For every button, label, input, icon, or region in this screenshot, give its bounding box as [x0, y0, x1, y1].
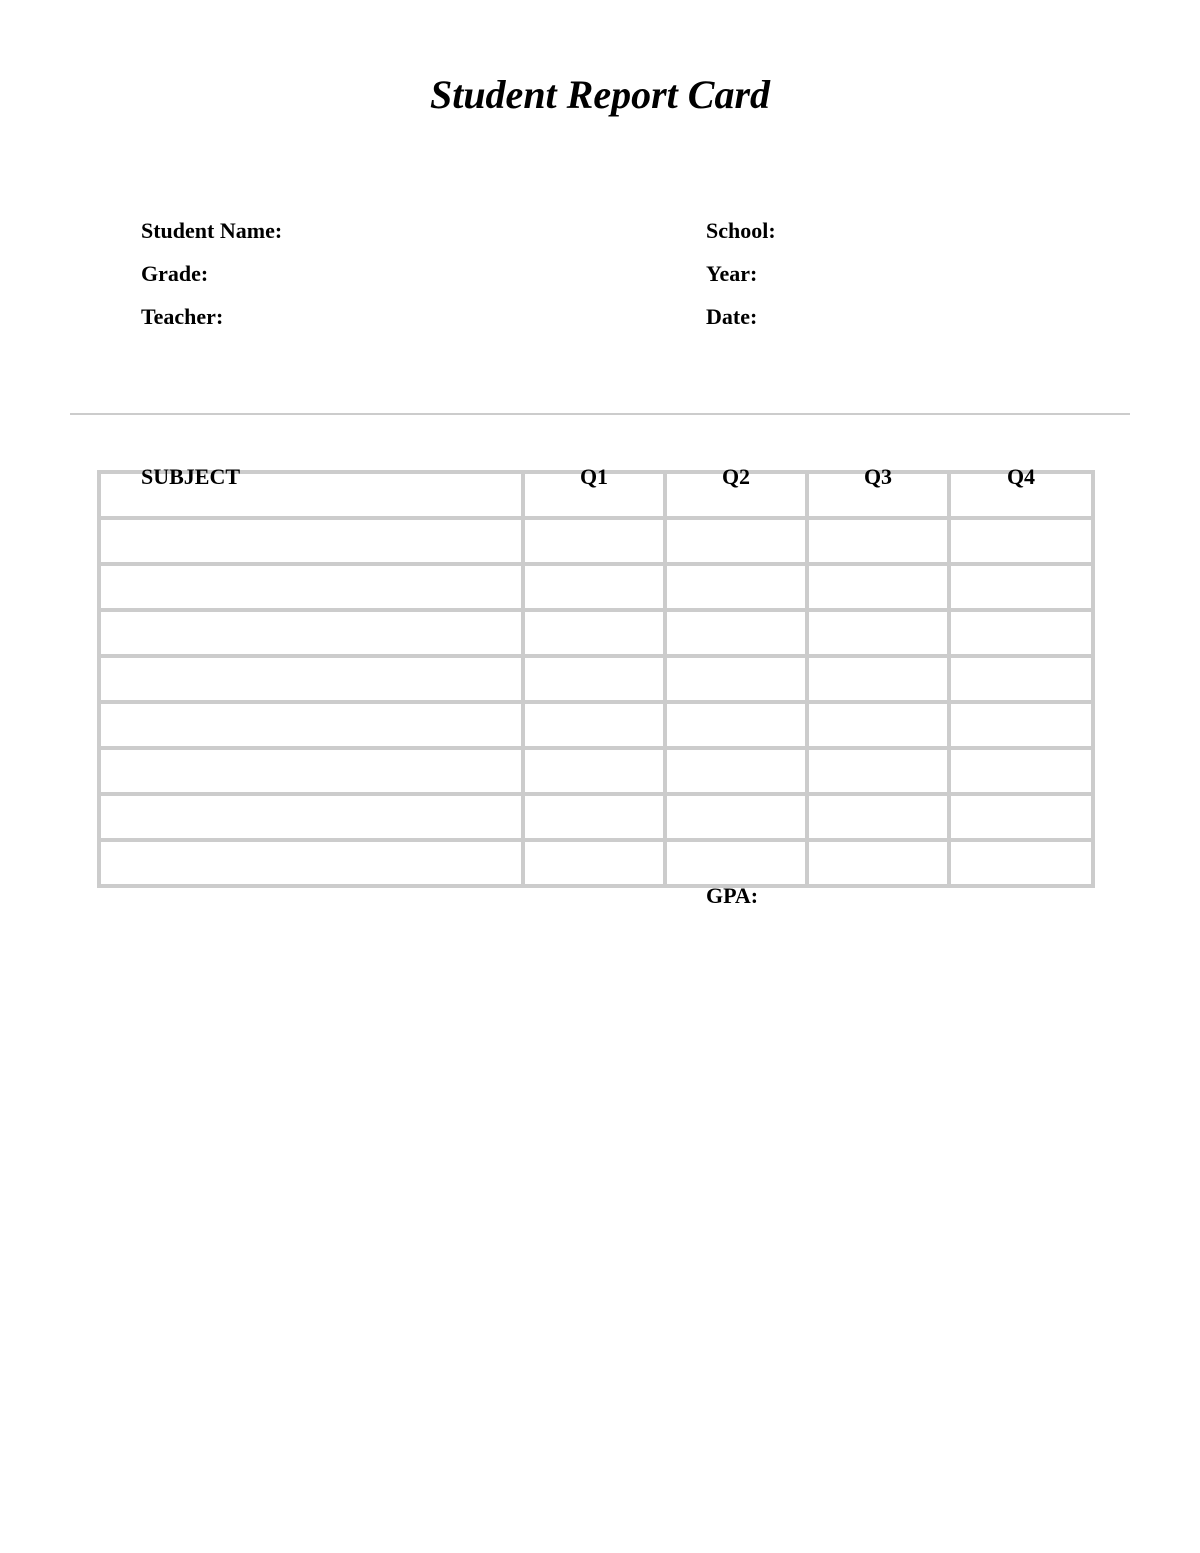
subject-cell[interactable] [99, 656, 523, 702]
column-header-q1: Q1 [523, 472, 665, 518]
table-row [99, 794, 1093, 840]
grade-cell[interactable] [523, 610, 665, 656]
grade-cell[interactable] [949, 564, 1093, 610]
date-label: Date: [706, 304, 758, 329]
grade-cell[interactable] [949, 610, 1093, 656]
grade-cell[interactable] [949, 794, 1093, 840]
grade-cell[interactable] [807, 702, 949, 748]
grade-cell[interactable] [665, 794, 807, 840]
table-row [99, 702, 1093, 748]
table-row [99, 748, 1093, 794]
subject-cell[interactable] [99, 748, 523, 794]
grade-cell[interactable] [949, 748, 1093, 794]
subject-cell[interactable] [99, 610, 523, 656]
subject-cell[interactable] [99, 564, 523, 610]
grade-cell[interactable] [523, 702, 665, 748]
grades-table [97, 464, 1095, 888]
column-header-q2: Q2 [665, 472, 807, 518]
grade-cell[interactable] [665, 518, 807, 564]
grade-cell[interactable] [665, 748, 807, 794]
column-header-q3: Q3 [807, 472, 949, 518]
year-label: Year: [706, 261, 758, 286]
section-divider [70, 413, 1130, 415]
school-label: School: [706, 218, 776, 243]
table-row [99, 518, 1093, 564]
subject-cell[interactable] [99, 702, 523, 748]
grade-cell[interactable] [807, 610, 949, 656]
subject-cell[interactable] [99, 794, 523, 840]
grade-cell[interactable] [665, 610, 807, 656]
grade-cell[interactable] [523, 656, 665, 702]
grade-cell[interactable] [949, 656, 1093, 702]
grade-cell[interactable] [807, 518, 949, 564]
grade-cell[interactable] [523, 794, 665, 840]
grade-cell[interactable] [949, 702, 1093, 748]
column-header-q4: Q4 [949, 472, 1093, 518]
grade-cell[interactable] [665, 656, 807, 702]
table-header-row [99, 472, 1093, 518]
column-header-subject: SUBJECT [99, 472, 523, 518]
grade-cell[interactable] [523, 748, 665, 794]
grade-label: Grade: [141, 261, 209, 286]
subject-cell[interactable] [99, 840, 523, 886]
gpa-label: GPA: [706, 883, 759, 908]
teacher-label: Teacher: [141, 304, 224, 329]
grade-cell[interactable] [523, 518, 665, 564]
grade-cell[interactable] [523, 564, 665, 610]
grade-cell[interactable] [665, 840, 807, 886]
grade-cell[interactable] [807, 748, 949, 794]
grade-cell[interactable] [807, 794, 949, 840]
table-row [99, 656, 1093, 702]
grade-cell[interactable] [665, 702, 807, 748]
grade-cell[interactable] [665, 564, 807, 610]
page-title: Student Report Card [429, 72, 771, 117]
table-row [99, 610, 1093, 656]
table-row [99, 840, 1093, 886]
student-name-label: Student Name: [141, 218, 283, 243]
grade-cell[interactable] [807, 564, 949, 610]
table-row [99, 564, 1093, 610]
grade-cell[interactable] [807, 656, 949, 702]
subject-cell[interactable] [99, 518, 523, 564]
grade-cell[interactable] [949, 518, 1093, 564]
grade-cell[interactable] [949, 840, 1093, 886]
grade-cell[interactable] [807, 840, 949, 886]
grade-cell[interactable] [523, 840, 665, 886]
